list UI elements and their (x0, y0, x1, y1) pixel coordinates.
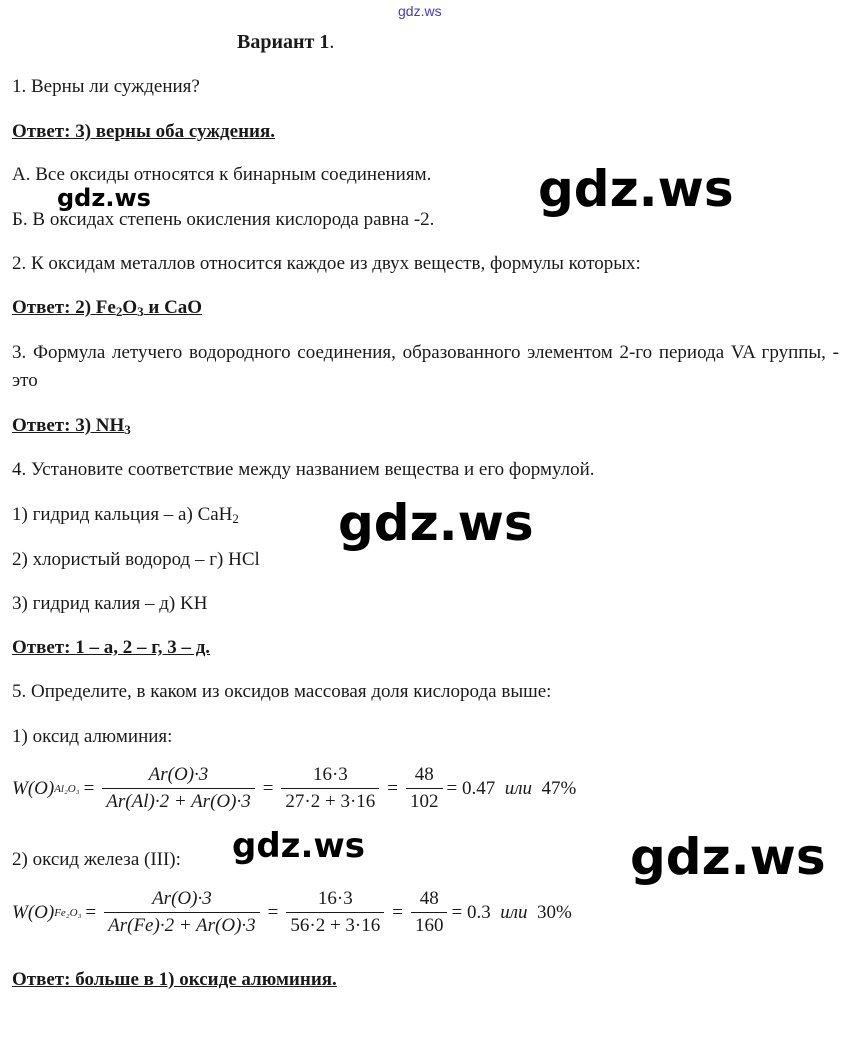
watermark-large-3: gdz.ws (630, 828, 826, 886)
watermark-large-2: gdz.ws (338, 494, 534, 552)
q3-question: 3. Формула летучего водородного соединения, образованного элементом 2-го периода VA группы, - это (12, 342, 839, 391)
q2-answer: Ответ: 2) $Fe_2O_3$ и CaO (12, 297, 203, 319)
watermark-top: gdz.ws (398, 3, 442, 19)
q5-item-2: 2) оксид железа (III): (12, 849, 181, 870)
q5-answer: Ответ: больше в 1) оксиде алюминия. (12, 969, 337, 990)
q5-question: 5. Определите, в каком из оксидов массовая доля кислорода выше: (12, 681, 552, 702)
q5-item-1: 1) оксид алюминия: (12, 726, 173, 747)
q4-question: 4. Установите соответствие между названием вещества и его формулой. (12, 459, 595, 480)
q4-item-3: 3) гидрид калия – д) KH (12, 593, 208, 614)
q1-question: 1. Верны ли суждения? (12, 76, 200, 97)
equation-fe2o3: W(O) Fe₂O₃ = $\frac{Ar(O)\cdot 3}{Ar(Fe)\cdot 2 + Ar(O)\cdot 3}$ = $\frac{16\cdot 3}{56\cdot 2 + 3\cdot 16}$ = $\frac{48}{160}$ = 0.3 или 30% (12, 888, 572, 936)
watermark-large-1: gdz.ws (538, 160, 734, 218)
q3-answer: Ответ: 3) $NH_3$ (12, 415, 131, 437)
q1-answer: Ответ: 3) верны оба суждения. (12, 121, 276, 142)
q1-statement-b: Б. В оксидах степень окисления кислорода равна -2. (12, 209, 435, 230)
watermark-small-1: gdz.ws (57, 184, 151, 212)
equation-al2o3: W(O) Al₂O₃ = $\frac{Ar(O)\cdot 3}{Ar(Al)\cdot 2 + Ar(O)\cdot 3}$ = $\frac{16\cdot 3}{27\cdot 2 + 3\cdot 16}$ = $\frac{48}{102}$ = 0.47 или 47% (12, 764, 577, 812)
q4-item-2: 2) хлористый водород – г) HCl (12, 549, 260, 570)
page-title: Вариант 1. (237, 31, 335, 53)
q4-item-1: 1) гидрид кальция – а) CaH$_2$ (12, 504, 239, 526)
watermark-medium-1: gdz.ws (232, 826, 366, 866)
q1-statement-a: А. Все оксиды относятся к бинарным соединениям. (12, 164, 432, 185)
q2-question: 2. К оксидам металлов относится каждое из двух веществ, формулы которых: (12, 253, 641, 274)
q4-answer: Ответ: 1 – а, 2 – г, 3 – д. (12, 637, 211, 658)
